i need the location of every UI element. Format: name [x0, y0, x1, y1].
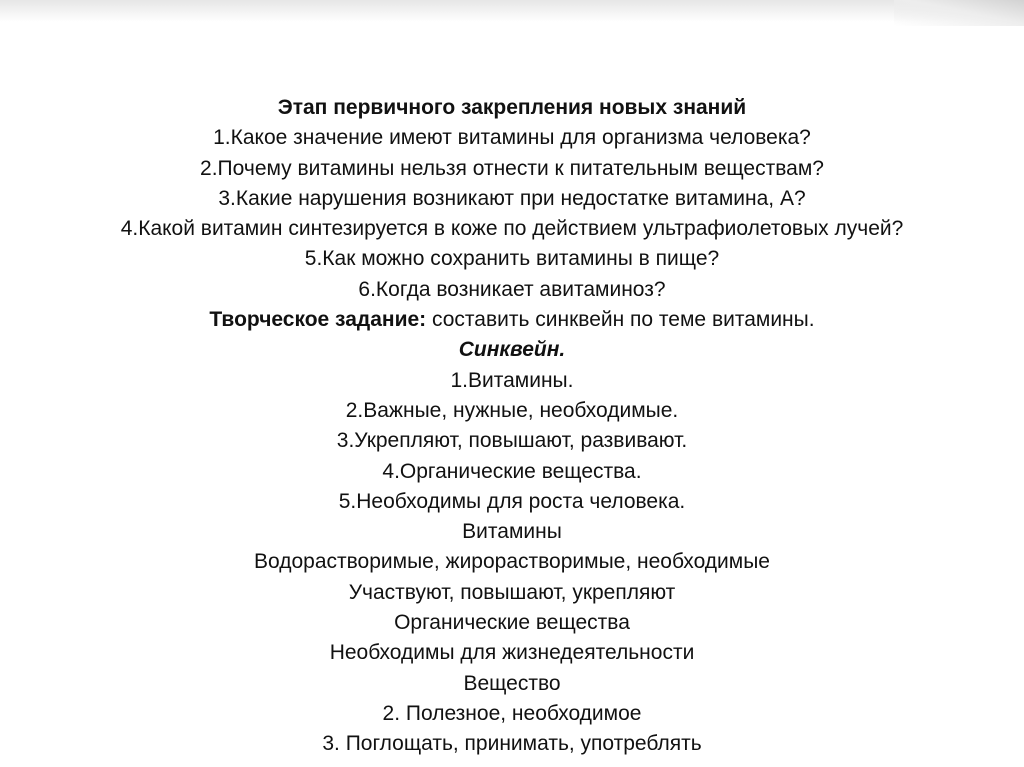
syncwine-line-7: Водорастворимые, жирорастворимые, необходимые [254, 550, 770, 574]
top-shadow [0, 0, 1024, 22]
question-6: 6.Когда возникает авитаминоз? [358, 277, 666, 301]
slide-content [0, 93, 1024, 760]
syncwine-line-1: 1.Витамины. [450, 368, 574, 392]
syncwine-line-13: 3. Поглощать, принимать, употреблять [322, 732, 702, 756]
syncwine-line-11: Вещество [463, 671, 561, 695]
question-1: 1.Какое значение имеют витамины для организма человека? [213, 126, 811, 150]
creative-task [0, 305, 1024, 335]
syncwine-line-3: 3.Укрепляют, повышают, развивают. [336, 429, 688, 453]
question-4: 4.Какой витамин синтезируется в коже по действием ультрафиолетовых лучей? [120, 217, 904, 241]
creative-task-text: составить синквейн по теме витамины. [426, 308, 815, 332]
question-5: 5.Как можно сохранить витамины в пище? [304, 247, 720, 271]
syncwine-line-5: 5.Необходимы для роста человека. [338, 489, 686, 513]
syncwine-line-12: 2. Полезное, необходимое [382, 701, 642, 725]
syncwine-line-4: 4.Органические вещества. [382, 459, 642, 483]
corner-shadow [894, 0, 1024, 26]
syncwine-line-9: Органические вещества [394, 611, 630, 635]
syncwine-line-2: 2.Важные, нужные, необходимые. [345, 398, 679, 422]
question-3: 3.Какие нарушения возникают при недостатке витамина, А? [218, 186, 806, 210]
slide-heading: Этап первичного закрепления новых знаний [277, 96, 747, 119]
syncwine-line-6: Витамины [462, 520, 562, 544]
syncwine-line-10: Необходимы для жизнедеятельности [329, 641, 695, 665]
creative-task-label: Творческое задание: [209, 308, 427, 332]
syncwine-line-8: Участвуют, повышают, укрепляют [348, 580, 676, 604]
syncwine-title: Синквейн. [458, 338, 566, 362]
question-2: 2.Почему витамины нельзя отнести к питательным веществам? [200, 156, 824, 180]
